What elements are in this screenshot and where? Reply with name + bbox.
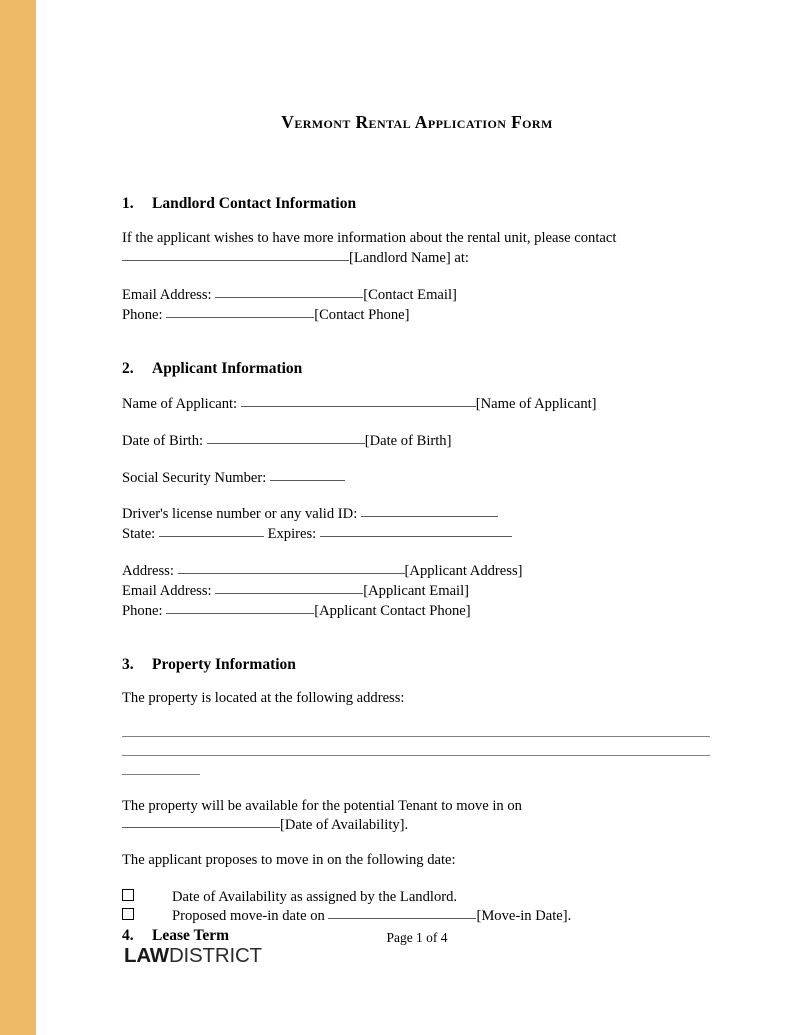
landlord-email-placeholder: [Contact Email] bbox=[363, 287, 457, 304]
landlord-phone-placeholder: [Contact Phone] bbox=[314, 306, 410, 323]
applicant-ssn-row bbox=[122, 468, 712, 488]
logo-district-text: DISTRICT bbox=[168, 944, 262, 967]
section-number-4: 4. bbox=[122, 926, 134, 944]
applicant-phone-placeholder: [Applicant Contact Phone] bbox=[314, 602, 471, 619]
section-title-3: Property Information bbox=[152, 656, 296, 674]
applicant-license-label: Driver's license number or any valid ID: bbox=[122, 506, 358, 523]
applicant-name-label: Name of Applicant: bbox=[122, 396, 238, 413]
applicant-address-label: Address: bbox=[122, 563, 174, 580]
applicant-name-blank[interactable] bbox=[241, 394, 476, 407]
lawdistrict-logo bbox=[124, 944, 262, 968]
page-title: Vermont Rental Application Form bbox=[281, 112, 553, 132]
applicant-expires-label: Expires: bbox=[267, 525, 317, 542]
applicant-license-row bbox=[122, 504, 712, 524]
availability-date-placeholder: [Date of Availability]. bbox=[280, 817, 409, 834]
applicant-email-label: Email Address: bbox=[122, 582, 212, 599]
landlord-email-blank[interactable] bbox=[215, 285, 363, 298]
section-heading-2 bbox=[122, 360, 712, 378]
applicant-state-expires-row bbox=[122, 524, 712, 544]
applicant-address-row bbox=[122, 561, 712, 581]
section-number-2: 2. bbox=[122, 360, 134, 378]
section-number-3: 3. bbox=[122, 656, 134, 674]
property-availability-text: The property will be available for the potential Tenant to move in on bbox=[122, 797, 522, 814]
landlord-phone-blank[interactable] bbox=[166, 305, 314, 318]
landlord-name-placeholder: [Landlord Name] at: bbox=[349, 249, 469, 266]
property-availability-row bbox=[122, 815, 712, 835]
applicant-address-placeholder: [Applicant Address] bbox=[404, 563, 523, 580]
applicant-address-blank[interactable] bbox=[178, 561, 405, 574]
applicant-state-label: State: bbox=[122, 525, 156, 542]
landlord-email-label: Email Address: bbox=[122, 287, 212, 304]
landlord-name-blank[interactable] bbox=[122, 248, 349, 261]
checkbox-icon-availability[interactable] bbox=[122, 889, 134, 901]
section-number-1: 1. bbox=[122, 195, 134, 212]
applicant-state-blank[interactable] bbox=[159, 524, 264, 537]
applicant-email-row bbox=[122, 581, 712, 601]
landlord-phone-label: Phone: bbox=[122, 306, 163, 323]
applicant-phone-label: Phone: bbox=[122, 602, 163, 619]
landlord-intro-text: If the applicant wishes to have more information about the rental unit, please contact bbox=[122, 230, 617, 246]
availability-date-blank[interactable] bbox=[122, 815, 280, 828]
landlord-email-row bbox=[122, 285, 712, 305]
checkbox-icon-proposed[interactable] bbox=[122, 908, 134, 920]
move-in-date-placeholder: [Move-in Date]. bbox=[476, 907, 572, 924]
move-in-option-2-label: Proposed move-in date on bbox=[172, 907, 325, 924]
property-proposes-text: The applicant proposes to move in on the following date: bbox=[122, 851, 456, 868]
applicant-email-blank[interactable] bbox=[215, 581, 363, 594]
applicant-ssn-blank[interactable] bbox=[270, 468, 345, 481]
applicant-name-placeholder: [Name of Applicant] bbox=[475, 396, 597, 413]
move-in-option-1[interactable] bbox=[122, 888, 712, 906]
section-title-2: Applicant Information bbox=[152, 360, 303, 378]
section-title-4: Lease Term bbox=[152, 926, 230, 944]
applicant-dob-placeholder: [Date of Birth] bbox=[364, 432, 452, 449]
applicant-dob-label: Date of Birth: bbox=[122, 432, 204, 449]
logo-law-text: LAW bbox=[124, 944, 169, 967]
applicant-ssn-label: Social Security Number: bbox=[122, 469, 267, 486]
landlord-phone-row bbox=[122, 305, 712, 325]
page-number: Page 1 of 4 bbox=[386, 930, 448, 945]
move-in-date-blank[interactable] bbox=[328, 906, 476, 919]
move-in-option-1-label: Date of Availability as assigned by the Landlord. bbox=[172, 888, 458, 905]
section-heading-3 bbox=[122, 656, 712, 674]
section-title-1: Landlord Contact Information bbox=[152, 195, 357, 212]
applicant-name-row bbox=[122, 394, 712, 414]
section-heading-1 bbox=[122, 195, 712, 213]
move-in-option-2[interactable] bbox=[122, 906, 712, 925]
document-content bbox=[122, 0, 712, 1035]
applicant-email-placeholder: [Applicant Email] bbox=[363, 582, 470, 599]
applicant-license-blank[interactable] bbox=[361, 504, 498, 517]
property-address-intro: The property is located at the following address: bbox=[122, 690, 405, 707]
left-accent-bar bbox=[0, 0, 36, 1035]
applicant-phone-row bbox=[122, 601, 712, 621]
applicant-phone-blank[interactable] bbox=[166, 601, 314, 614]
applicant-dob-row bbox=[122, 431, 712, 451]
applicant-expires-blank[interactable] bbox=[320, 524, 512, 537]
applicant-dob-blank[interactable] bbox=[207, 431, 365, 444]
landlord-name-row bbox=[122, 248, 712, 268]
